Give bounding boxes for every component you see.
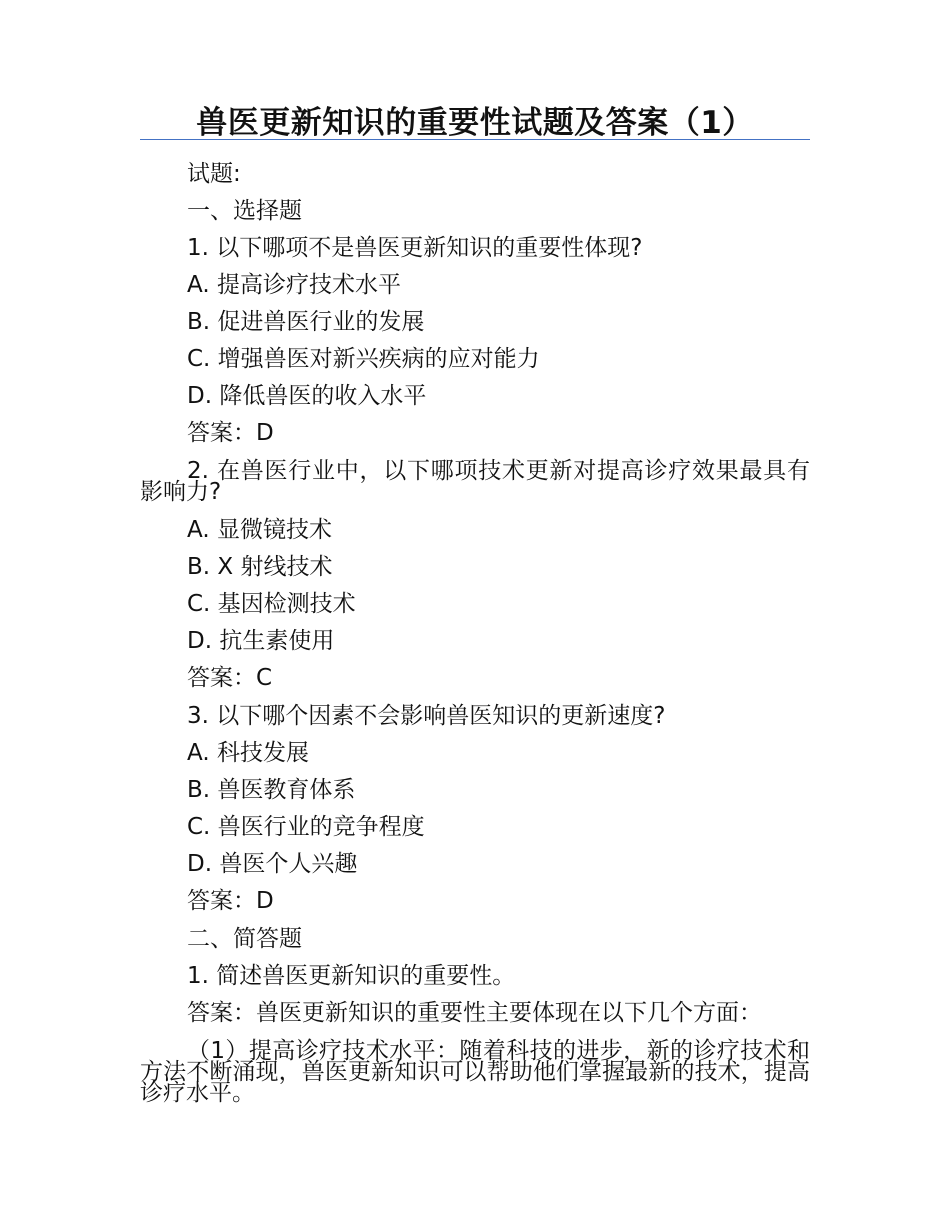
question-2-answer: 答案：C bbox=[187, 665, 273, 691]
question-3-answer: 答案：D bbox=[187, 888, 274, 914]
short-question-1-stem: 1. 简述兽医更新知识的重要性。 bbox=[187, 963, 516, 989]
question-3-stem: 3. 以下哪个因素不会影响兽医知识的更新速度? bbox=[187, 703, 666, 729]
question-1-stem: 1. 以下哪项不是兽医更新知识的重要性体现? bbox=[187, 235, 643, 261]
question-2-stem: 2. 在兽医行业中，以下哪项技术更新对提高诊疗效果最具有影响力? bbox=[140, 458, 810, 505]
question-1-option-a: A. 提高诊疗技术水平 bbox=[187, 272, 401, 298]
question-3-option-b: B. 兽医教育体系 bbox=[187, 777, 356, 803]
question-2-option-a: A. 显微镜技术 bbox=[187, 517, 332, 543]
short-question-1-answer-intro: 答案：兽医更新知识的重要性主要体现在以下几个方面： bbox=[187, 1000, 762, 1026]
short-question-1-point-1: （1）提高诊疗技术水平：随着科技的进步，新的诊疗技术和方法不断涌现，兽医更新知识可以帮助他们掌握最新的技术，提高诊疗水平。 bbox=[140, 1038, 810, 1106]
question-1-option-d: D. 降低兽医的收入水平 bbox=[187, 383, 427, 409]
document-title: 兽医更新知识的重要性试题及答案（1） bbox=[196, 105, 754, 141]
section-label: 试题: bbox=[187, 161, 241, 187]
title-underline bbox=[140, 139, 810, 140]
question-2-option-c: C. 基因检测技术 bbox=[187, 591, 356, 617]
question-2-option-b: B. X 射线技术 bbox=[187, 554, 333, 580]
question-3-option-c: C. 兽医行业的竞争程度 bbox=[187, 814, 425, 840]
question-1-option-c: C. 增强兽医对新兴疾病的应对能力 bbox=[187, 346, 540, 372]
part2-heading: 二、简答题 bbox=[187, 926, 302, 952]
question-1-option-b: B. 促进兽医行业的发展 bbox=[187, 309, 425, 335]
question-1-answer: 答案：D bbox=[187, 420, 274, 446]
question-2-option-d: D. 抗生素使用 bbox=[187, 628, 335, 654]
part1-heading: 一、选择题 bbox=[187, 198, 302, 224]
question-3-option-a: A. 科技发展 bbox=[187, 740, 309, 766]
question-3-option-d: D. 兽医个人兴趣 bbox=[187, 851, 358, 877]
